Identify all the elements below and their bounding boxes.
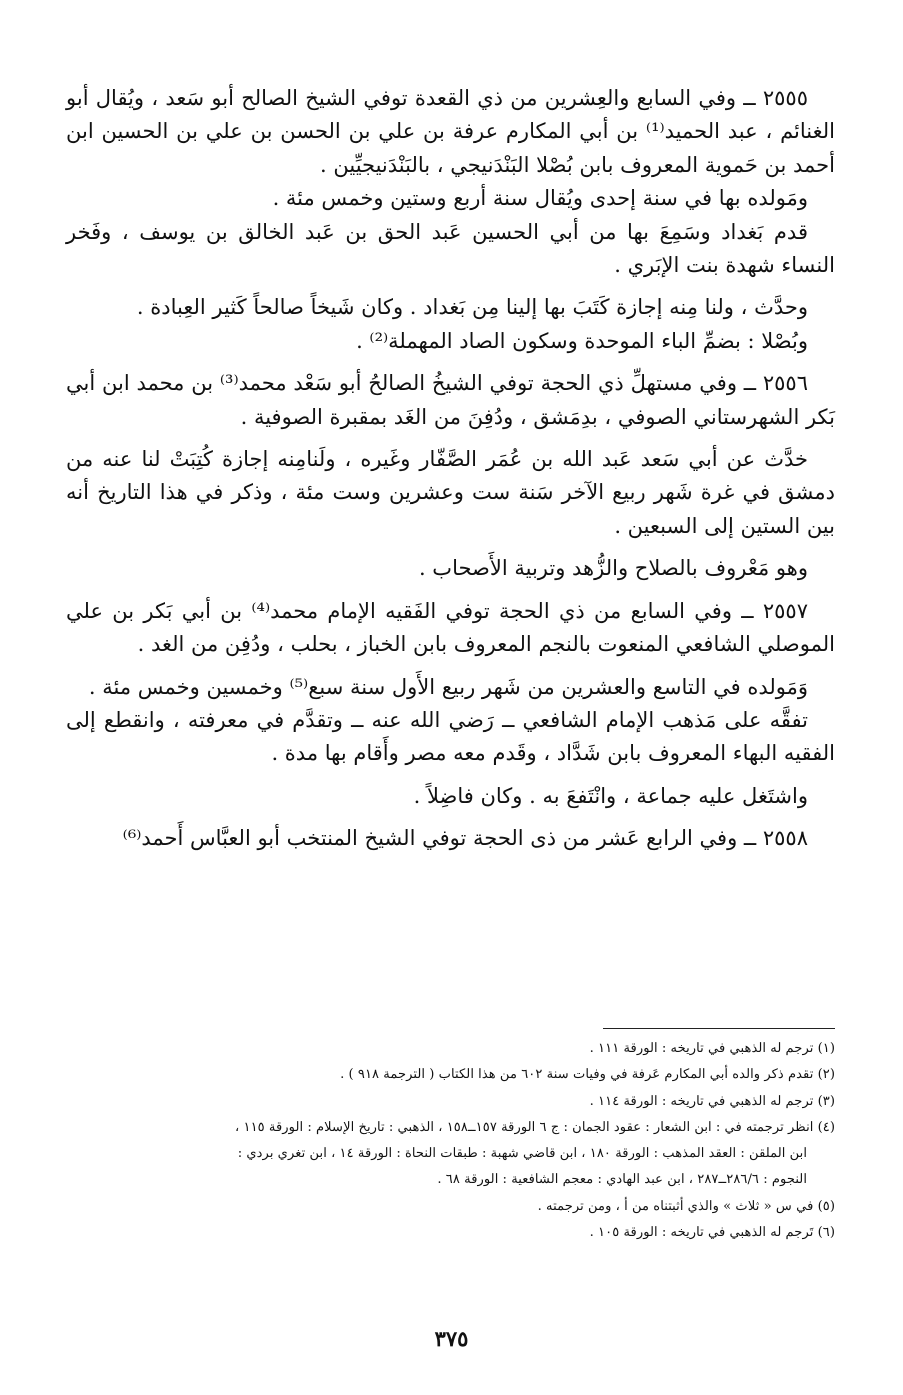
footnote-1: (١) ترجم له الذهبي في تاريخه : الورقة ١١١ . (589, 1041, 835, 1056)
footnote-6: (٦) تَرجم له الذهبي في تاريخه : الورقة ١٠٥ . (589, 1225, 835, 1241)
entry-2556-paragraph: ٢٥٥٦ ــ وفي مستهلِّ ذي الحجة توفي الشيخُ الصالحُ أبو سَعْد محمد⁽³⁾ بن محمد ابن أبي بَكر الشهرستاني الصوفي ، بدِمَشق ، ودُفِنَ من الغَد بمقبرة الصوفية . (66, 371, 835, 429)
entry-2557-birth: وَمَولده في التاسع والعشرين من شَهر ربيع الأَول سنة سبع⁽⁵⁾ وخمسين وخمس مئة . (88, 674, 808, 699)
entry-2558-paragraph: ٢٥٥٨ ــ وفي الرابع عَشر من ذى الحجة توفي الشيخ المنتخب أبو العبَّاس أَحمد⁽⁶⁾ (122, 826, 808, 851)
footnote-2: (٢) تقدم ذكر والده أبي المكارم عَرفة في وفيات سنة ٦٠٢ من هذا الكتاب ( الترجمة ٩١٨ ) . (340, 1067, 835, 1083)
entry-2557-paragraph: ٢٥٥٧ ــ وفي السابع من ذي الحجة توفي الفَقيه الإمام محمد⁽⁴⁾ بن أبي بَكر بن علي الموصلي الشافعي المنعوت بالنجم المعروف بابن الخباز ، بحلب ، ودُفِن من الغد . (66, 598, 835, 657)
entry-2556-note: وهو مَعْروف بالصلاح والزُّهد وتربية الأَصحاب . (418, 556, 808, 581)
entry-2555-birth: ومَولده بها في سنة إحدى ويُقال سنة أربع وستين وخمس مئة . (272, 186, 808, 211)
entry-2555-note: وبُصْلا : بضمِّ الباء الموحدة وسكون الصاد المهملة⁽²⁾ . (356, 328, 808, 353)
footnote-5: (٥) في س « ثلاث » والذي أثبتناه من أ ، ومن ترجمته . (537, 1198, 835, 1214)
footnotes (66, 1036, 835, 1246)
entry-2555-study: قدم بَغداد وسَمِعَ بها من أبي الحسين عَبد الحق بن عَبد الخالق بن يوسف ، وفَخر النساء شهدة بنت الإبَري . (66, 219, 835, 278)
footnote-3: (٣) ترجم له الذهبي في تاريخه : الورقة ١١٤ . (589, 1093, 835, 1109)
entry-2556-narration: خدَّث عن أبي سَعد عَبد الله بن عُمَر الصَّفّار وغَيره ، ولَنامِنه إجازة كُتِبَتْ لنا عنه من دمشق في غرة شَهر ربيع الآخر سَنة ست وعشرين وست مئة ، وذكر في هذا التاريخ أنه بين الستين إلى السبعين . (66, 447, 835, 538)
page-number: ٣٧٥ (434, 1326, 469, 1351)
entry-2557-study: تفقَّه على مَذهب الإمام الشافعي ــ رَضي الله عنه ــ وتقدَّم في معرفته ، وانقطع إلى الفقيه البهاء المعروف بابن شَدَّاد ، وقَدم معه مصر وأَقام بها مدة . (66, 707, 835, 766)
footnote-4-continuation: النجوم : ٢٨٦/٦ــ٢٨٧ ، ابن عبد الهادي : معجم الشافعية : الورقة ٦٨ . (437, 1172, 807, 1188)
entry-2557-teaching: واشتَغل عليه جماعة ، وانْتَفعَ به . وكان فاضِلاً . (413, 783, 808, 808)
entry-2555-paragraph: ٢٥٥٥ ــ وفي السابع والعِشرين من ذي القعدة توفي الشيخ الصالح أبو سَعد ، ويُقال أبو الغنائم ، عبد الحميد⁽¹⁾ بن أبي المكارم عرفة بن علي بن الحسن بن علي بن الحسين ابن أحمد بن حَموية المعروف بابن بُصْلا البَنْدَنيجي ، بالبَنْدَنيجيِّين . (66, 86, 835, 177)
main-text (66, 82, 835, 856)
footnote-separator (603, 1028, 835, 1029)
footnote-4-continuation: ابن الملقن : العقد المذهب : الورقة ١٨٠ ، ابن قاضي شهبة : طبقات النحاة : الورقة ١٤ ، ابن تغري بردي : (237, 1146, 807, 1162)
footnote-4: (٤) انظر ترجمته في : ابن الشعار : عقود الجمان : ج ٦ الورقة ١٥٧ــ١٥٨ ، الذهبي : تاريخ الإسلام : الورقة ١١٥ ، (235, 1119, 835, 1135)
entry-2555-narration: وحدَّث ، ولنا مِنه إجازة كَتَبَ بها إلينا مِن بَغداد . وكان شَيخاً صالحاً كَثير العِبادة . (136, 295, 808, 320)
